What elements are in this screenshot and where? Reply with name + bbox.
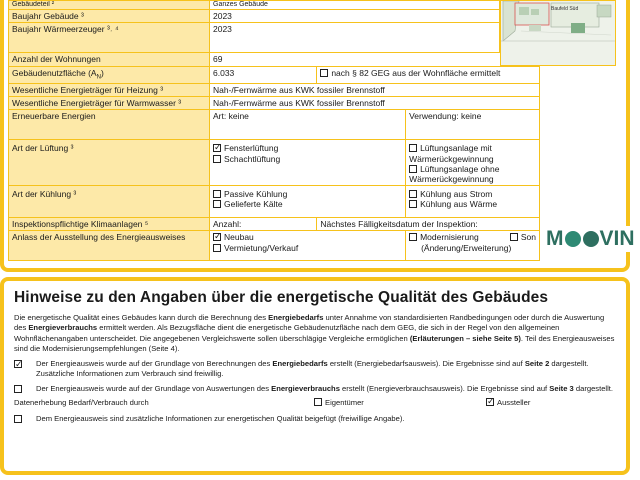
gelieferte-kaelte-checkbox[interactable] bbox=[213, 200, 221, 208]
eigentuemer-option bbox=[314, 398, 486, 407]
label-kuehlung: Art der Kühlung ³ bbox=[9, 186, 210, 218]
eigentuemer-label: Eigentümer bbox=[325, 398, 364, 408]
value-klima-faellig: Nächstes Fälligkeitsdatum der Inspektion: bbox=[317, 218, 540, 231]
lueftung-options-left bbox=[210, 140, 406, 186]
vermietung-checkbox[interactable] bbox=[213, 244, 221, 252]
datenerhebung-row bbox=[14, 398, 616, 407]
label-warmwasser: Wesentliche Energieträger für Warmwasser ³ bbox=[9, 97, 210, 110]
datenerhebung-label: Datenerhebung Bedarf/Verbrauch durch bbox=[14, 398, 149, 408]
value-baujahr-waermeerzeuger: 2023 bbox=[210, 23, 500, 53]
kuehlung-strom-checkbox[interactable] bbox=[409, 190, 417, 198]
modernisierung-label: Modernisierung bbox=[420, 232, 479, 243]
lueftung-ohne-wrg-label: Lüftungsanlage ohne Wärmerückgewinnung bbox=[409, 163, 500, 184]
logo-circle-icon bbox=[583, 231, 599, 247]
schachtlueftung-checkbox[interactable] bbox=[213, 155, 221, 163]
aussteller-label: Aussteller bbox=[497, 398, 531, 408]
value-warmwasser: Nah-/Fernwärme aus KWK fossiler Brennstoff bbox=[210, 97, 540, 110]
value-nutzflaeche: 6.033 bbox=[210, 67, 317, 84]
anlass-options-right bbox=[406, 231, 540, 261]
label-heizung: Wesentliche Energieträger für Heizung ³ bbox=[9, 84, 210, 97]
zusatzinfo-checkbox[interactable] bbox=[14, 415, 22, 423]
passive-kuehlung-label: Passive Kühlung bbox=[224, 189, 288, 200]
value-heizung: Nah-/Fernwärme aus KWK fossiler Brennstoff bbox=[210, 84, 540, 97]
vermietung-label: Vermietung/Verkauf bbox=[224, 242, 299, 253]
label-baujahr-waermeerzeuger: Baujahr Wärmeerzeuger ³˒ ⁴ bbox=[9, 23, 210, 53]
fensterlueftung-label: Fensterlüftung bbox=[224, 143, 279, 154]
logo-circle-icon bbox=[565, 231, 581, 247]
nutzflaeche-checkbox-label: nach § 82 GEG aus der Wohnfläche ermittelt bbox=[331, 68, 501, 79]
neubau-label: Neubau bbox=[224, 232, 254, 243]
bedarfsausweis-text: Der Energieausweis wurde auf der Grundlage von Berechnungen des Energiebedarfs erstellt (Energiebedarfsausweis). Die Ergebnisse sind auf Seite 2 dargestellt. Zusätzliche Informationen zum Verbrauch sind freiwillig. bbox=[36, 358, 589, 379]
gelieferte-kaelte-label: Gelieferte Kälte bbox=[224, 199, 283, 210]
value-klima-anzahl: Anzahl: bbox=[210, 218, 317, 231]
lueftung-mit-wrg-label: Lüftungsanlage mit Wärmerückgewinnung bbox=[409, 143, 494, 164]
value-erneuerbar-verwendung: Verwendung: keine bbox=[406, 110, 540, 140]
aussteller-checkbox[interactable] bbox=[486, 398, 494, 406]
site-plan-caption: Baufeld Süd bbox=[551, 6, 579, 12]
label-anlass: Anlass der Ausstellung des Energieausweises bbox=[9, 231, 210, 261]
label-klimaanlagen: Inspektionspflichtige Klimaanlagen ⁵ bbox=[9, 218, 210, 231]
label-erneuerbar: Erneuerbare Energien bbox=[9, 110, 210, 140]
bedarfsausweis-option bbox=[14, 359, 616, 380]
schachtlueftung-label: Schachtlüftung bbox=[224, 153, 281, 164]
value-erneuerbar-art: Art: keine bbox=[210, 110, 406, 140]
lueftung-options-right bbox=[406, 140, 540, 186]
bedarfsausweis-checkbox[interactable] bbox=[14, 360, 22, 368]
sonstiges-checkbox[interactable] bbox=[510, 233, 518, 241]
zusatzinfo-text: Dem Energieausweis sind zusätzliche Informationen zur energetischen Qualität beigefügt (freiwillige Angabe). bbox=[36, 414, 405, 424]
neubau-checkbox[interactable] bbox=[213, 233, 221, 241]
value-wohnungen: 69 bbox=[210, 53, 540, 67]
anlass-options-left bbox=[210, 231, 406, 261]
verbrauchsausweis-checkbox[interactable] bbox=[14, 385, 22, 393]
hinweise-title: Hinweise zu den Angaben über die energetische Qualität des Gebäudes bbox=[14, 289, 549, 306]
nutzflaeche-checkbox-cell bbox=[317, 67, 540, 84]
label-gebaeudeteil: Gebäudeteil ² bbox=[9, 1, 210, 10]
kuehlung-waerme-checkbox[interactable] bbox=[409, 200, 417, 208]
kuehlung-waerme-label: Kühlung aus Wärme bbox=[420, 199, 498, 210]
hinweise-section bbox=[0, 277, 630, 475]
lueftung-mit-wrg-checkbox[interactable] bbox=[409, 144, 417, 152]
aussteller-option bbox=[486, 398, 530, 407]
fensterlueftung-checkbox[interactable] bbox=[213, 144, 221, 152]
label-nutzflaeche: Gebäudenutzfläche $(A_N)$ bbox=[9, 67, 210, 84]
value-gebaeudeteil: Ganzes Gebäude bbox=[210, 1, 500, 10]
sonstiges-label: Son bbox=[520, 232, 536, 243]
eigentuemer-checkbox[interactable] bbox=[314, 398, 322, 406]
building-data-table bbox=[8, 0, 540, 261]
verbrauchsausweis-text: Der Energieausweis wurde auf der Grundlage von Auswertungen des Energieverbrauchs erstellt (Energieverbrauchsausweis). Die Ergebnisse sind auf Seite 3 dargestellt. bbox=[36, 383, 614, 393]
zusatzinfo-option bbox=[14, 414, 616, 424]
modernisierung-sublabel: (Änderung/Erweiterung) bbox=[421, 242, 512, 253]
building-site-plan-image bbox=[500, 0, 616, 66]
value-baujahr: 2023 bbox=[210, 10, 500, 23]
kuehlung-options-right bbox=[406, 186, 540, 218]
passive-kuehlung-checkbox[interactable] bbox=[213, 190, 221, 198]
kuehlung-options-left bbox=[210, 186, 406, 218]
label-wohnungen: Anzahl der Wohnungen bbox=[9, 53, 210, 67]
label-lueftung: Art der Lüftung ³ bbox=[9, 140, 210, 186]
modernisierung-checkbox[interactable] bbox=[409, 233, 417, 241]
verbrauchsausweis-option bbox=[14, 384, 616, 394]
hinweise-intro: Die energetische Qualität eines Gebäudes kann durch die Berechnung des Energiebedarfs unter Annahme von standardisierten Randbedingungen oder durch die Auswertung des Energieverbrauchs ermittelt werden. Als Bezugsfläche dient die energetische Gebäudenutzfläche nach dem GEG, die sich in der Regel von den allgemeinen Wohnflächenangaben unterscheidet. Die angegebenen Vergleichswerte sollen überschlägige Vergleiche ermöglichen (Erläuterungen – siehe Seite 5). Teil des Energieausweises sind die Modernisierungsempfehlungen (Seite 4). bbox=[14, 313, 615, 354]
lueftung-ohne-wrg-checkbox[interactable] bbox=[409, 165, 417, 173]
nutzflaeche-checkbox[interactable] bbox=[320, 69, 328, 77]
label-baujahr: Baujahr Gebäude ³ bbox=[9, 10, 210, 23]
kuehlung-strom-label: Kühlung aus Strom bbox=[420, 189, 493, 200]
moovin-logo: M VIN bbox=[546, 226, 640, 252]
